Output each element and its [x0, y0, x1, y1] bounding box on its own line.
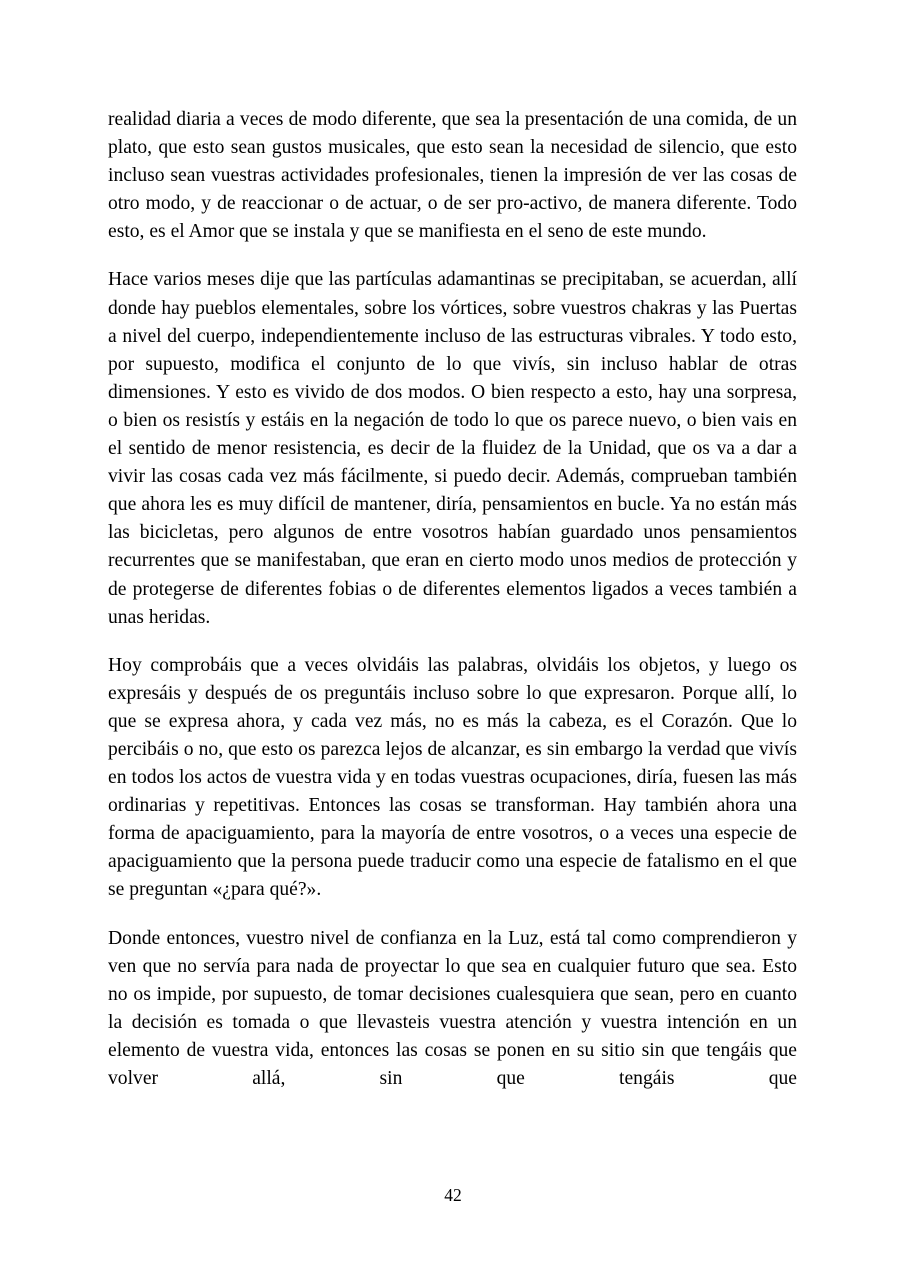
paragraph-3: Hoy comprobáis que a veces olvidáis las palabras, olvidáis los objetos, y luego os expresáis y después de os preguntáis incluso sobre lo que expresaron. Porque allí, lo que se expresa ahora, y cada vez más, no es más la cabeza, es el Corazón. Que lo percibáis o no, que esto os parezca lejos de alcanzar, es sin embargo la verdad que vivís en todos los actos de vuestra vida y en todas vuestras ocupaciones, diría, fuesen las más ordinarias y repetitivas. Entonces las cosas se transforman. Hay también ahora una forma de apaciguamiento, para la mayoría de entre vosotros, o a veces una especie de apaciguamiento que la persona puede traducir como una especie de fatalismo en el que se preguntan «¿para qué?».	[108, 654, 797, 901]
page-body	[108, 106, 797, 1093]
paragraph-4: Donde entonces, vuestro nivel de confianza en la Luz, está tal como comprendieron y ven que no servía para nada de proyectar lo que sea en cualquier futuro que sea. Esto no os impide, por supuesto, de tomar decisiones cualesquiera que sean, pero en cuanto la decisión es tomada o que llevasteis vuestra atención y vuestra intención en un elemento de vuestra vida, entonces las cosas se ponen en su sitio sin que tengáis que volver allá, sin que tengáis que	[108, 927, 797, 1089]
paragraph-1: realidad diaria a veces de modo diferente, que sea la presentación de una comida, de un plato, que esto sean gustos musicales, que esto sean la necesidad de silencio, que esto incluso sean vuestras actividades profesionales, tienen la impresión de ver las cosas de otro modo, y de reaccionar o de actuar, o de ser pro-activo, de manera diferente. Todo esto, es el Amor que se instala y que se manifiesta en el seno de este mundo.	[108, 109, 797, 243]
paragraph-2: Hace varios meses dije que las partículas adamantinas se precipitaban, se acuerdan, allí donde hay pueblos elementales, sobre los vórtices, sobre vuestros chakras y las Puertas a nivel del cuerpo, independientemente incluso de las estructuras vibrales. Y todo esto, por supuesto, modifica el conjunto de lo que vivís, sin incluso hablar de otras dimensiones. Y esto es vivido de dos modos. O bien respecto a esto, hay una sorpresa, o bien os resistís y estáis en la negación de todo lo que os parece nuevo, o bien vais en el sentido de menor resistencia, es decir de la fluidez de la Unidad, que os va a dar a vivir las cosas cada vez más fácilmente, si puedo decir. Además, comprueban también que ahora les es muy difícil de mantener, diría, pensamientos en bucle. Ya no están más las bicicletas, pero algunos de entre vosotros habían guardado unos pensamientos recurrentes que se manifestaban, que eran en cierto modo unos medios de protección y de protegerse de diferentes fobias o de diferentes elementos ligados a veces también a unas heridas.	[108, 269, 797, 628]
page-number: 42	[444, 1185, 462, 1205]
